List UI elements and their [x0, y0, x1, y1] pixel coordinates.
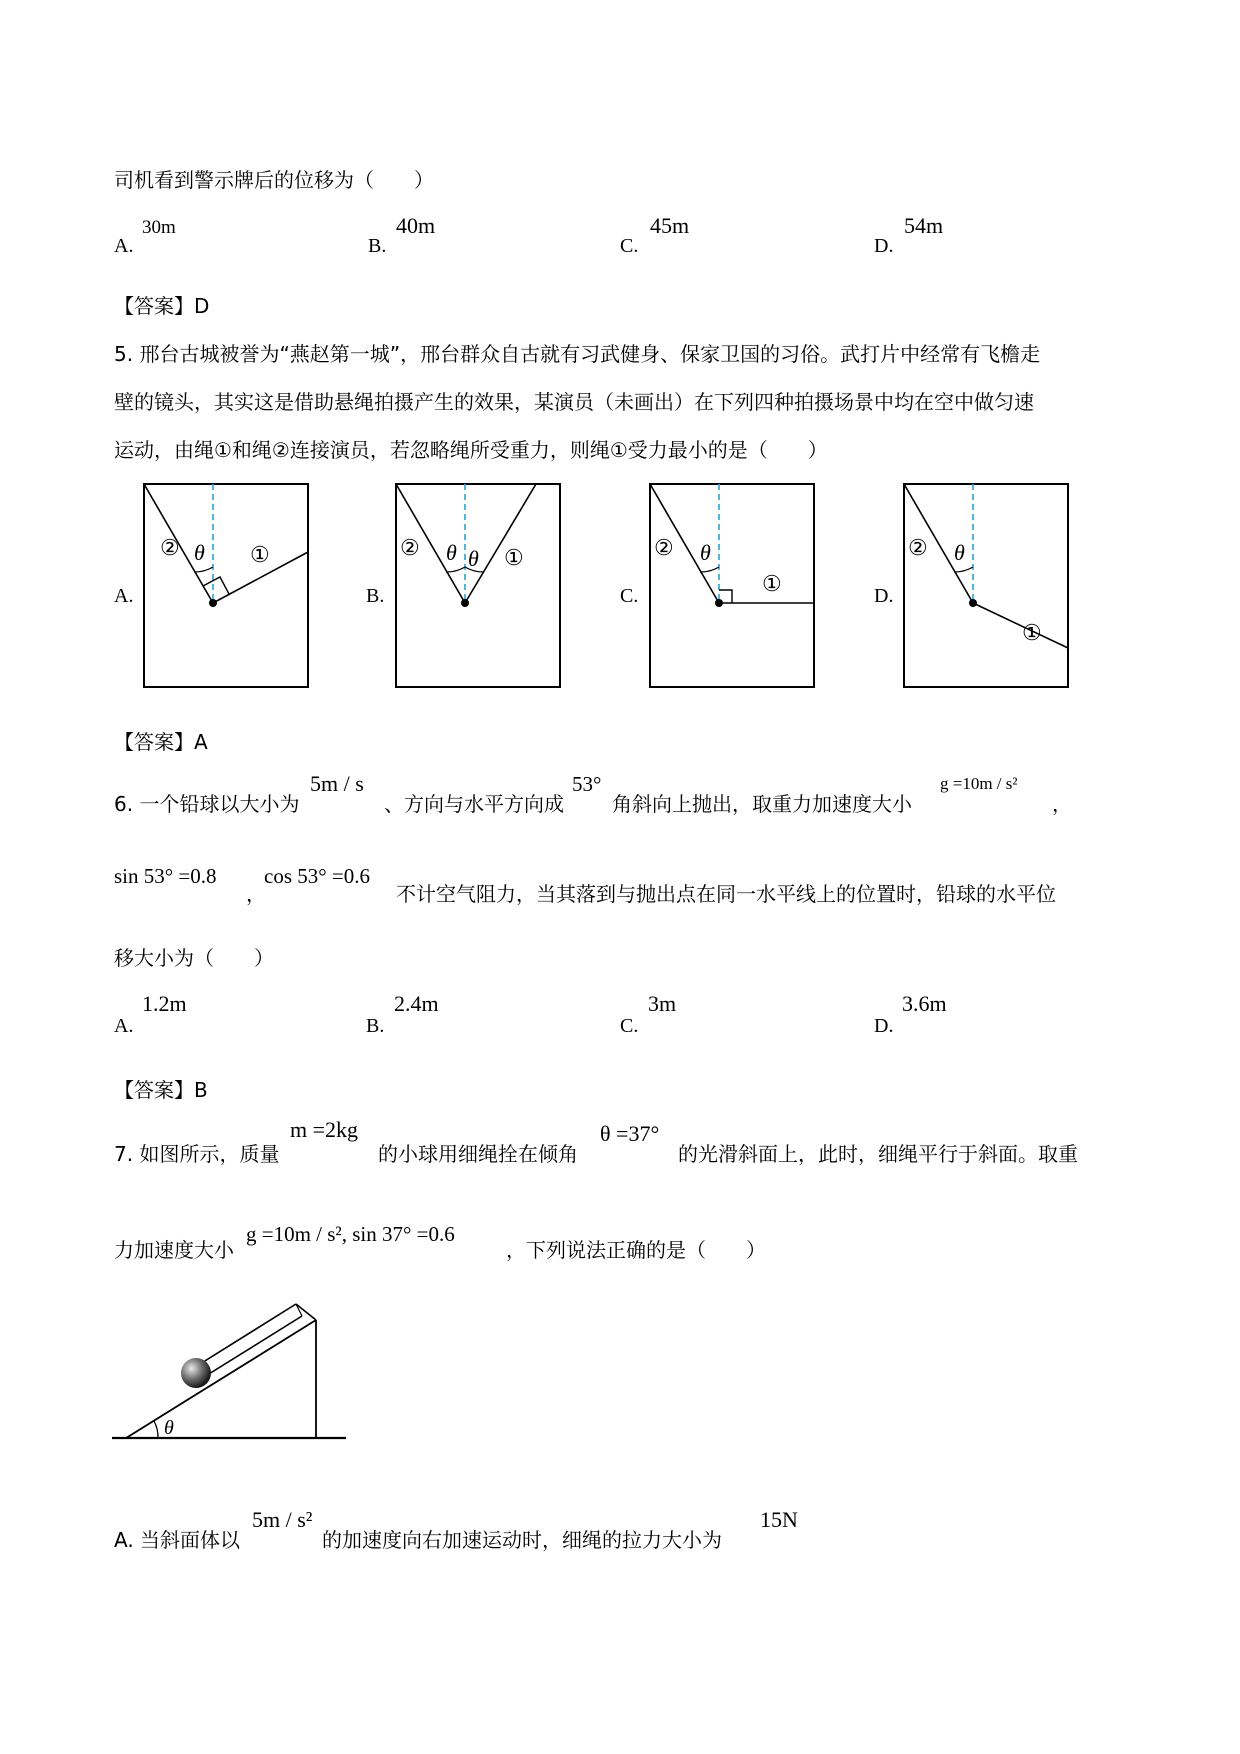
q6-text-3: 角斜向上抛出，取重力加速度大小 [612, 792, 912, 816]
svg-text:②: ② [400, 535, 420, 560]
q5-figure-b [392, 480, 562, 694]
q5-figure-a [140, 480, 310, 694]
svg-text:②: ② [908, 535, 928, 560]
q7-text-2: 的小球用细绳拴在倾角 [378, 1142, 578, 1166]
q4-option-d-label: D. [874, 235, 894, 257]
q7-text-1: 7. 如图所示，质量 [114, 1142, 280, 1166]
q7-math-mass: m =2kg [290, 1117, 359, 1142]
q5-figure-d [900, 480, 1070, 694]
q5-answer: 【答案】A [114, 730, 208, 754]
q6-option-a-label: A. [114, 1015, 134, 1037]
q7-math-constants: g =10m / s², sin 37° =0.6 [246, 1222, 455, 1246]
svg-text:①: ① [762, 571, 782, 596]
q6-math-angle: 53° [572, 772, 602, 796]
q7-text-4: 力加速度大小 [114, 1238, 234, 1262]
svg-text:θ: θ [954, 540, 965, 565]
q6-option-d-value: 3.6m [902, 991, 947, 1016]
q4-stem-tail: 司机看到警示牌后的位移为（ ） [114, 168, 434, 192]
q6-option-a-value: 1.2m [142, 991, 187, 1016]
svg-text:②: ② [654, 535, 674, 560]
q7-option-a-math-accel: 5m / s² [252, 1507, 313, 1532]
q4-option-a-value: 30m [142, 217, 176, 238]
q6-text-2: 、方向与水平方向成 [384, 792, 564, 816]
q4-option-a-label: A. [114, 235, 134, 257]
q6-answer: 【答案】B [114, 1078, 208, 1102]
q4-option-c-value: 45m [650, 213, 690, 238]
svg-text:①: ① [1022, 620, 1042, 645]
q5-line-2: 壁的镜头，其实这是借助悬绳拍摄产生的效果，某演员（未画出）在下列四种拍摄场景中均在空中做匀速 [114, 390, 1034, 414]
svg-text:θ: θ [164, 1417, 174, 1439]
q6-text-6: 不计空气阻力，当其落到与抛出点在同一水平线上的位置时，铅球的水平位 [396, 882, 1056, 906]
q6-option-b-label: B. [366, 1015, 385, 1037]
q4-option-b-value: 40m [396, 213, 436, 238]
q6-option-b-value: 2.4m [394, 991, 439, 1016]
q6-math-speed: 5m / s [310, 771, 364, 796]
q7-option-a-text-1: A. 当斜面体以 [114, 1528, 241, 1552]
q4-option-d-value: 54m [904, 213, 944, 238]
q7-option-a-text-2: 的加速度向右加速运动时，细绳的拉力大小为 [322, 1528, 722, 1552]
q5-figure-c [646, 480, 816, 694]
svg-text:①: ① [504, 545, 524, 570]
q5-line-3: 运动，由绳①和绳②连接演员，若忽略绳所受重力，则绳①受力最小的是（ ） [114, 438, 828, 462]
q4-option-b-label: B. [368, 235, 387, 257]
q6-math-gravity: g =10m / s² [940, 774, 1018, 793]
svg-text:θ: θ [700, 540, 711, 565]
q7-math-angle: θ =37° [600, 1121, 660, 1146]
q7-option-a-math-force: 15N [760, 1507, 798, 1532]
q6-option-d-label: D. [874, 1015, 894, 1037]
q7-text-5: ，下列说法正确的是（ ） [506, 1238, 766, 1262]
q5-figure-b-label: B. [366, 585, 385, 607]
q6-line-3: 移大小为（ ） [114, 946, 274, 970]
q7-incline-figure [110, 1290, 350, 1454]
svg-text:②: ② [160, 535, 180, 560]
q6-text-5: ， [246, 882, 266, 906]
q6-option-c-value: 3m [648, 991, 677, 1016]
q5-figure-d-label: D. [874, 585, 894, 607]
q7-text-3: 的光滑斜面上，此时，细绳平行于斜面。取重 [678, 1142, 1078, 1166]
q5-figure-a-label: A. [114, 585, 134, 607]
q4-answer: 【答案】D [114, 294, 210, 318]
svg-text:θ: θ [446, 540, 457, 565]
q5-figure-c-label: C. [620, 585, 639, 607]
q4-option-c-label: C. [620, 235, 639, 257]
svg-text:①: ① [250, 542, 270, 567]
q5-line-1: 5. 邢台古城被誉为“燕赵第一城”，邢台群众自古就有习武健身、保家卫国的习俗。武打片中经常有飞檐走 [114, 342, 1041, 366]
q6-math-cos: cos 53° =0.6 [264, 864, 370, 888]
svg-text:θ: θ [194, 540, 205, 565]
q6-math-sin: sin 53° =0.8 [114, 864, 217, 888]
ball-icon [181, 1358, 211, 1388]
q6-text-1: 6. 一个铅球以大小为 [114, 792, 300, 816]
q6-text-4: ， [1052, 792, 1072, 816]
q6-option-c-label: C. [620, 1015, 639, 1037]
svg-text:θ: θ [468, 546, 479, 571]
